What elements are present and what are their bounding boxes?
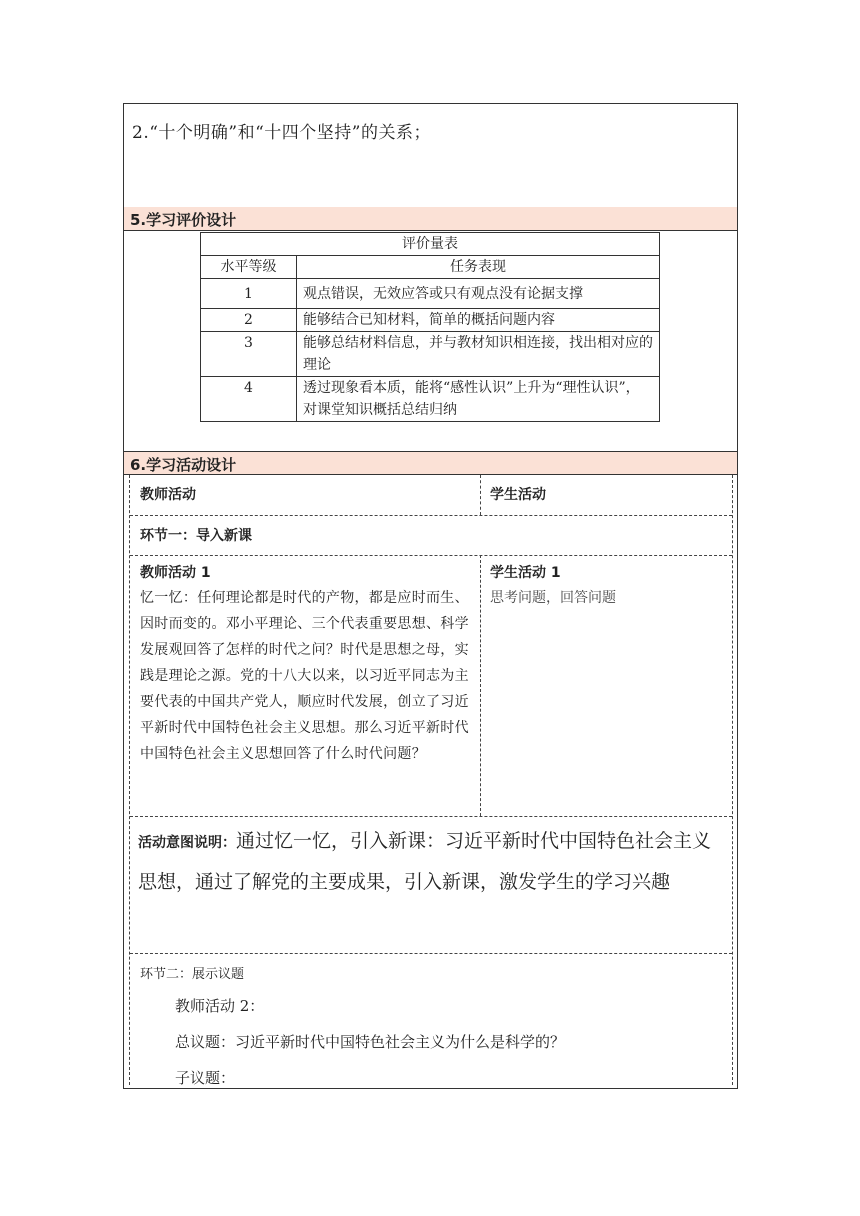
teacher-activity-header: 教师活动 <box>140 487 196 503</box>
lesson-plan-table <box>123 103 738 1089</box>
teacher-activity-1-body: 忆一忆：任何理论都是时代的产物，都是应时而生、因时而变的。邓小平理论、三个代表重要思想、科学发展观回答了怎样的时代之问？时代是思想之母，实践是理论之源。党的十八大以来，以习近平同志为主要代表的中国共产党人，顺应时代发展，创立了习近平新时代中国特色社会主义思想。那么习近平新时代中国特色社会主义思想回答了什么时代问题？ <box>140 590 469 762</box>
intent-label: 活动意图说明： <box>138 835 236 851</box>
teacher-activity-2-title: 教师活动 2： <box>175 997 265 1015</box>
evaluation-rubric-table <box>200 232 660 422</box>
stage-2-title: 环节二：展示议题 <box>140 967 245 982</box>
column-task-header: 任务表现 <box>297 256 660 279</box>
section-5-header <box>124 207 737 231</box>
rubric-title: 评价量表 <box>201 233 660 256</box>
activity-1-row <box>130 555 732 817</box>
column-level-header: 水平等级 <box>201 256 297 279</box>
intent-body: 通过忆一忆，引入新课：习近平新时代中国特色社会主义思想，通过了解党的主要成果，引入新课，激发学生的学习兴趣 <box>138 830 712 893</box>
relation-text: 2.“十个明确”和“十四个坚持”的关系； <box>132 123 431 143</box>
intent-text <box>138 822 728 902</box>
activity-design-table <box>129 475 733 1085</box>
rubric-level: 1 <box>201 279 297 309</box>
column-divider <box>480 475 481 515</box>
teacher-activity-1-title: 教师活动 1 <box>140 565 211 581</box>
student-activity-1-body: 思考问题，回答问题 <box>490 590 616 606</box>
rubric-desc: 透过现象看本质，能将“感性认识”上升为“理性认识”，对课堂知识概括总结归纳 <box>297 377 660 422</box>
column-divider <box>480 555 481 816</box>
rubric-desc: 观点错误，无效应答或只有观点没有论据支撑 <box>297 279 660 309</box>
rubric-desc: 能够结合已知材料，简单的概括问题内容 <box>297 309 660 332</box>
section-6-title: 6.学习活动设计 <box>130 456 237 474</box>
rubric-level: 4 <box>201 377 297 422</box>
student-activity-header: 学生活动 <box>490 487 546 503</box>
rubric-level: 2 <box>201 309 297 332</box>
sub-topic: 子议题： <box>175 1069 236 1087</box>
rubric-level: 3 <box>201 332 297 377</box>
stage-1-title: 环节一：导入新课 <box>140 528 252 544</box>
stage-1-row <box>130 515 732 556</box>
section-5-title: 5.学习评价设计 <box>130 211 237 229</box>
section-6-header <box>124 451 737 475</box>
main-topic: 总议题：习近平新时代中国特色社会主义为什么是科学的？ <box>175 1033 566 1051</box>
relation-section <box>124 104 737 208</box>
intent-row <box>130 816 732 954</box>
student-activity-1-title: 学生活动 1 <box>490 565 561 581</box>
rubric-desc: 能够总结材料信息，并与教材知识相连接，找出相对应的理论 <box>297 332 660 377</box>
activity-header-row <box>130 475 732 516</box>
